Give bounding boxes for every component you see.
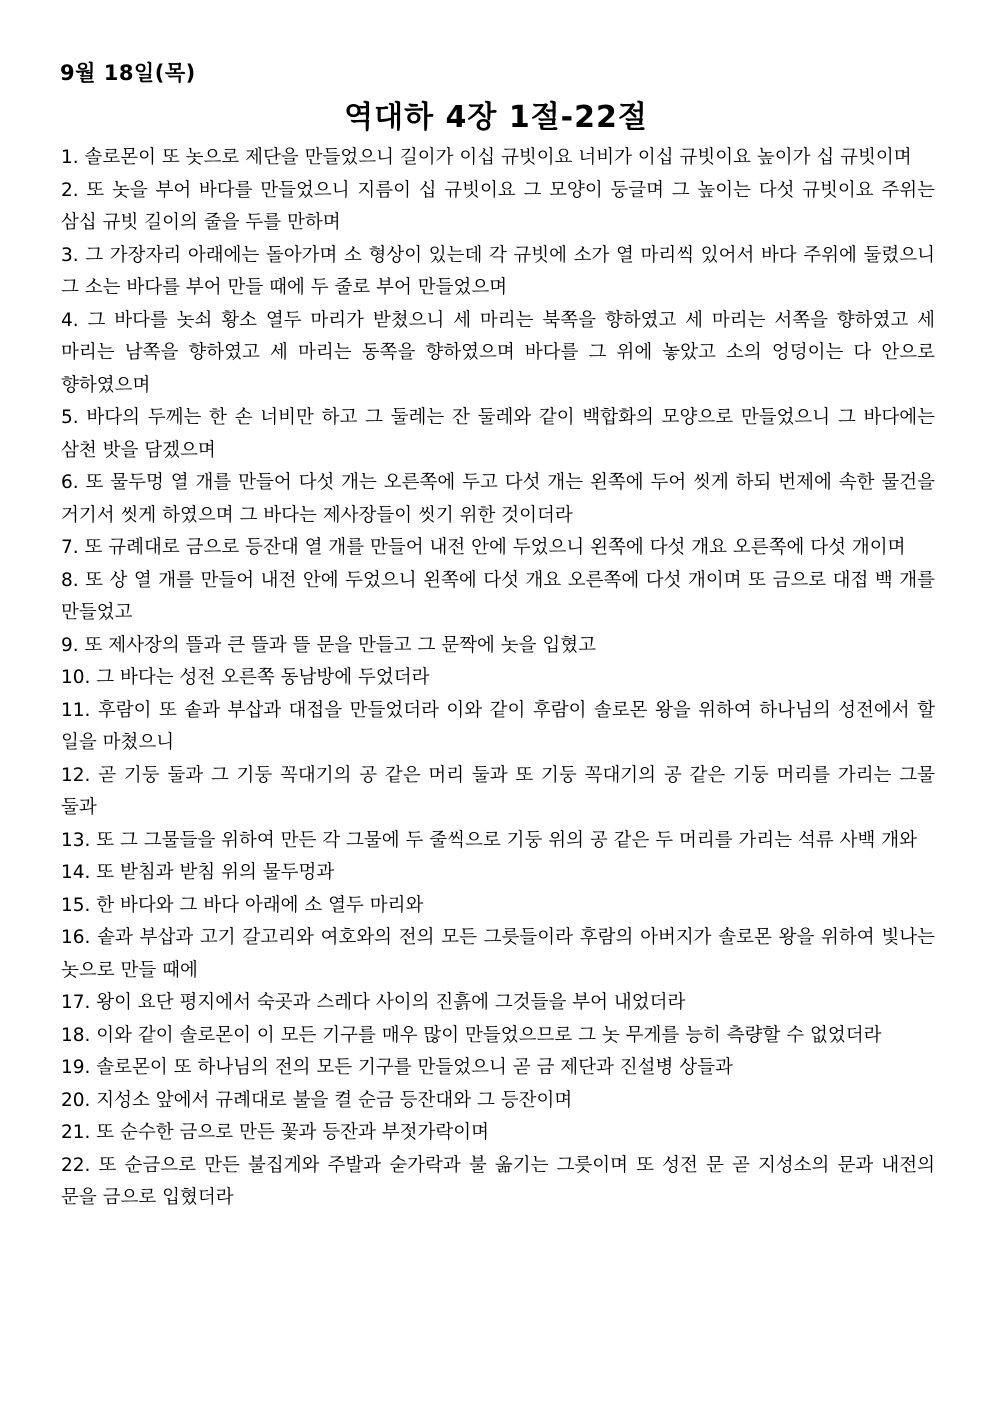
verse-item: 21. 또 순수한 금으로 만든 꽃과 등잔과 부젓가락이며 <box>61 1122 490 1143</box>
verse-item: 22. 또 순금으로 만든 불집게와 주발과 숟가락과 불 옮기는 그릇이며 또 성전 문 곧 지성소의 문과 내전의 문을 금으로 입혔더라 <box>61 1154 935 1208</box>
verse-item: 20. 지성소 앞에서 규례대로 불을 켤 순금 등잔대와 그 등잔이며 <box>61 1089 573 1111</box>
verse-item: 15. 한 바다와 그 바다 아래에 소 열두 마리와 <box>61 894 424 916</box>
verse-item: 13. 또 그 그물들을 위하여 만든 각 그물에 두 줄씩으로 기둥 위의 공 같은 두 머리를 가리는 석류 사백 개와 <box>61 829 917 851</box>
verse-item: 7. 또 규례대로 금으로 등잔대 열 개를 만들어 내전 안에 두었으니 왼쪽에 다섯 개요 오른쪽에 다섯 개이며 <box>61 537 906 558</box>
verse-item: 11. 후람이 또 솥과 부삽과 대접을 만들었더라 이와 같이 후람이 솔로몬 왕을 위하여 하나님의 성전에서 할 일을 마쳤으니 <box>61 699 935 753</box>
verse-item: 14. 또 받침과 받침 위의 물두멍과 <box>61 862 335 883</box>
verse-item: 6. 또 물두멍 열 개를 만들어 다섯 개는 오른쪽에 두고 다섯 개는 왼쪽에 두어 씻게 하되 번제에 속한 물건을 거기서 씻게 하였으며 그 바다는 제사장들이 씻기 위한 것이더라 <box>61 472 935 526</box>
verse-item: 12. 곧 기둥 둘과 그 기둥 꼭대기의 공 같은 머리 둘과 또 기둥 꼭대기의 공 같은 기둥 머리를 가리는 그물 둘과 <box>61 764 935 818</box>
verse-item: 10. 그 바다는 성전 오른쪽 동남방에 두었더라 <box>61 667 430 688</box>
reading-date: 9월 18일(목) <box>60 61 196 85</box>
verse-item: 5. 바다의 두께는 한 손 너비만 하고 그 둘레는 잔 둘레와 같이 백합화의 모양으로 만들었으니 그 바다에는 삼천 밧을 담겠으며 <box>61 407 935 461</box>
verse-item: 9. 또 제사장의 뜰과 큰 뜰과 뜰 문을 만들고 그 문짝에 놋을 입혔고 <box>61 634 596 656</box>
verse-item: 17. 왕이 요단 평지에서 숙곳과 스레다 사이의 진흙에 그것들을 부어 내었더라 <box>61 992 686 1013</box>
verse-item: 1. 솔로몬이 또 놋으로 제단을 만들었으니 길이가 이십 규빗이요 너비가 이십 규빗이요 높이가 십 규빗이며 <box>61 147 912 168</box>
verse-item: 18. 이와 같이 솔로몬이 이 모든 기구를 매우 많이 만들었으므로 그 놋 무게를 능히 측량할 수 없었더라 <box>61 1024 882 1046</box>
verse-item: 19. 솔로몬이 또 하나님의 전의 모든 기구를 만들었으니 곧 금 제단과 진설병 상들과 <box>61 1057 733 1078</box>
verse-item: 3. 그 가장자리 아래에는 돌아가며 소 형상이 있는데 각 규빗에 소가 열 마리씩 있어서 바다 주위에 둘렸으니 그 소는 바다를 부어 만들 때에 두 줄로 부어 만들었으며 <box>61 244 935 298</box>
verse-item: 8. 또 상 열 개를 만들어 내전 안에 두었으니 왼쪽에 다섯 개요 오른쪽에 다섯 개이며 또 금으로 대접 백 개를 만들었고 <box>61 569 935 623</box>
verse-list <box>61 142 935 1215</box>
page-title: 역대하 4장 1절-22절 <box>344 100 648 135</box>
verse-item: 16. 솥과 부삽과 고기 갈고리와 여호와의 전의 모든 그릇들이라 후람의 아버지가 솔로몬 왕을 위하여 빛나는 놋으로 만들 때에 <box>61 927 935 981</box>
verse-item: 2. 또 놋을 부어 바다를 만들었으니 지름이 십 규빗이요 그 모양이 둥글며 그 높이는 다섯 규빗이요 주위는 삼십 규빗 길이의 줄을 두를 만하며 <box>61 179 935 233</box>
verse-item: 4. 그 바다를 놋쇠 황소 열두 마리가 받쳤으니 세 마리는 북쪽을 향하였고 세 마리는 서쪽을 향하였고 세 마리는 남쪽을 향하였고 세 마리는 동쪽을 향하였으며 바다를 그 위에 놓았고 소의 엉덩이는 다 안으로 향하였으며 <box>61 309 935 396</box>
